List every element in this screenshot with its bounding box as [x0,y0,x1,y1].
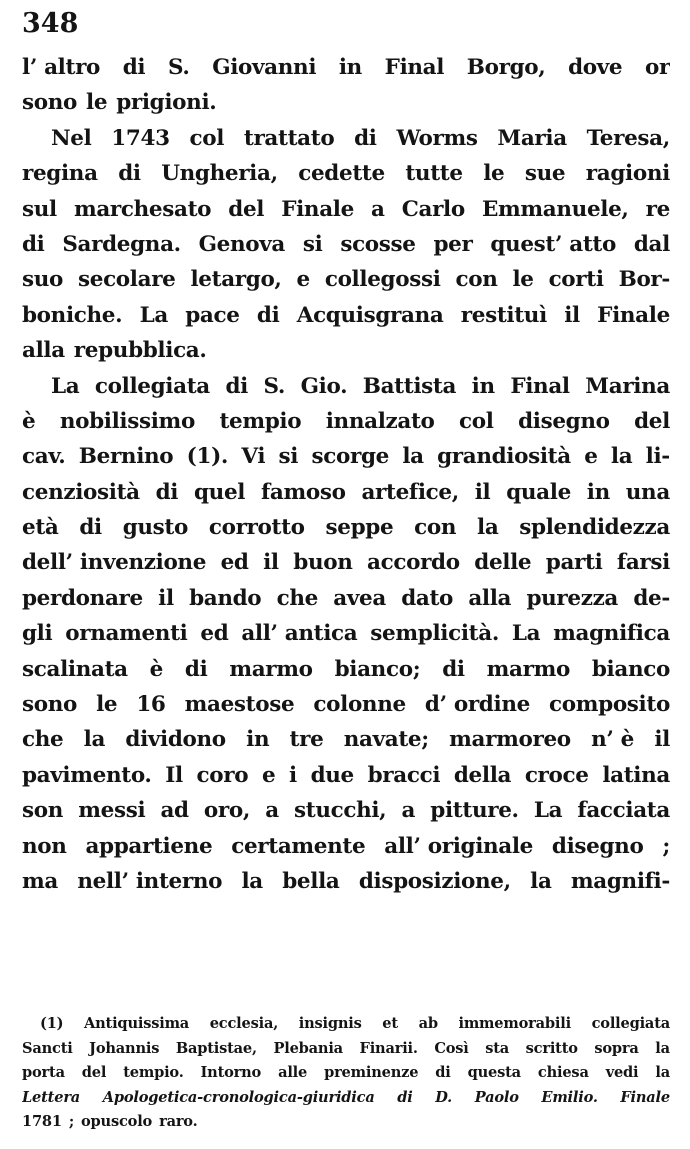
word: sono [22,90,78,116]
footnote-word: preminenze [324,1064,419,1082]
word: li- [645,444,670,470]
footnote-word: insignis [298,1015,362,1032]
word: re [645,196,670,222]
footnote-word: Intorno [200,1064,262,1082]
word: 1743 [111,125,170,151]
word: ragioni [585,161,670,187]
word: colonne [313,692,406,718]
word: bella [282,868,340,894]
word: l’ altro [22,55,101,80]
footnote-word: Finarii. [359,1039,418,1057]
text-line [22,262,670,297]
text-line [22,687,670,722]
word: S. [263,373,286,399]
word: secolare [77,267,176,293]
word: di [155,479,179,505]
text-line [22,475,670,510]
word: repubblica. [73,338,207,364]
footnote-line [22,1061,670,1086]
text-line [22,793,670,828]
text-line [22,192,670,227]
word: è [149,656,163,682]
word: a [371,196,385,222]
word: tutte [405,161,463,187]
word: farsi [616,550,670,576]
word: ma [22,868,58,894]
word: in [471,373,495,399]
word: facciata [577,798,670,824]
word: accordo [367,550,460,576]
footnote-word: del [81,1064,107,1082]
footnote-word: Johannis [89,1039,160,1057]
word: di [118,161,141,187]
word: pavimento. [22,762,152,788]
word: dell’ invenzione [22,550,207,576]
footnote-word: ecclesia, [209,1015,279,1032]
word: Il [165,762,183,788]
word: marmo [486,656,570,682]
text-line [22,652,670,687]
word: Sardegna. [62,231,181,257]
word: cedette [298,161,385,187]
word: gusto [122,515,188,541]
word: scorge [311,444,389,470]
footnote-line [22,1037,670,1062]
word: innalzato [325,408,435,434]
word: trattato [243,125,335,151]
footnote-word: chiesa [537,1064,589,1082]
word: splendidezza [519,515,670,541]
word: bracci [367,762,441,788]
word: il [654,727,670,753]
footnote-word: scritto [525,1039,578,1057]
footnote-word: opuscolo [81,1113,153,1131]
footnote-word: di [435,1064,451,1082]
word: due [310,762,354,788]
footnote-word: raro. [159,1113,198,1131]
word: Battista [362,373,457,399]
word: e [296,267,310,293]
word: di [256,302,280,328]
word: Carlo [401,196,465,222]
word: ad [160,798,189,824]
word: la [530,868,552,894]
word: marchesato [73,196,212,222]
word: si [302,231,323,257]
text-line [22,227,670,262]
word: scalinata [22,656,128,682]
footnote [22,1012,670,1135]
word: quel [194,479,246,505]
text-line [22,439,670,474]
word: prigioni. [116,90,217,116]
word: del [228,196,265,222]
footnote-word: di [397,1088,413,1106]
word: disegno [518,408,610,434]
footnote-word: (1) [40,1015,64,1032]
word: certamente [231,833,366,859]
word: in [338,55,362,80]
word: latina [602,762,670,788]
word: la [241,868,263,894]
word: corti [548,267,604,293]
word: maestose [184,692,295,718]
text-line [22,121,670,156]
word: il [263,550,279,576]
word: la [402,444,424,470]
word: tre [289,727,324,753]
word: avea [333,585,386,611]
footnote-word: D. [435,1088,453,1106]
footnote-word: Finale [620,1088,670,1106]
word: il [474,479,491,505]
word: col [189,125,225,151]
word: bando [189,585,262,611]
word: disegno [551,833,644,859]
word: semplicità. [370,621,499,647]
word: famoso [260,479,346,505]
word: Finale [281,196,354,222]
word: Marina [585,373,670,399]
word: in [586,479,610,505]
word: si [278,444,299,470]
word: tempio [219,408,302,434]
word: il [564,302,580,328]
word: di [354,125,377,151]
word: appartiene [85,833,213,859]
footnote-word: vedi [605,1064,639,1082]
word: e [261,762,276,788]
word: la [83,727,106,753]
page-number: 348 [22,8,79,39]
word: dato [401,585,454,611]
word: il [158,585,174,611]
footnote-word: Emilio. [541,1088,598,1106]
footnote-line [22,1012,670,1037]
word: or [644,55,670,80]
word: d’ ordine [424,692,530,718]
footnote-word: la [655,1064,670,1082]
word: quale [506,479,571,505]
text-line [22,864,670,899]
word: Emmanuele, [481,196,629,222]
footnote-word: alle [278,1064,308,1082]
word: marmo [229,656,313,682]
text-line [22,722,670,757]
word: parti [545,550,603,576]
text-line [22,156,670,191]
word: la [610,444,633,470]
word: S. [167,55,190,80]
word: cenziosità [22,479,140,505]
word: La [51,373,80,399]
footnote-word: questa [467,1064,521,1082]
word: gli [22,621,53,647]
word: ornamenti [65,621,188,647]
word: Giovanni [212,55,317,80]
footnote-word: Plebania [273,1039,343,1057]
word: magnifica [553,621,670,647]
word: di [79,515,102,541]
word: regina [22,161,98,187]
footnote-word: 1781 [22,1113,62,1131]
word: di [442,656,465,682]
word: con [414,515,457,541]
footnote-word: et [382,1015,398,1032]
footnote-word: sopra [594,1039,639,1057]
word: croce [524,762,589,788]
word: messi [78,798,146,824]
word: una [625,479,670,505]
word: Genova [198,231,286,257]
word: le [512,267,534,293]
word: della [453,762,512,788]
word: magnifi- [570,868,670,894]
footnote-word: collegiata [591,1015,670,1032]
word: cav. [22,444,66,470]
word: sul [22,196,57,222]
text-line [22,50,670,85]
word: Vi [241,444,266,470]
footnote-word: Lettera [22,1088,81,1106]
word: sue [524,161,566,187]
footnote-word: Baptistae, [175,1039,257,1057]
word: dove [568,55,623,80]
text-line [22,333,670,368]
text-line [22,510,670,545]
word: Gio. [300,373,348,399]
footnote-line [22,1086,670,1111]
text-line [22,85,670,120]
word: composito [549,692,670,718]
text-line [22,758,670,793]
word: Bor- [618,267,670,293]
word: Nel [51,125,92,151]
word: buon [293,550,353,576]
word: restituì [460,302,547,328]
text-line [22,545,670,580]
text-line [22,404,670,439]
word: nobilissimo [59,408,195,434]
word: di [122,55,146,80]
word: navate; [343,727,429,753]
word: di [225,373,248,399]
footnote-word: porta [22,1064,65,1082]
word: bianco [591,656,670,682]
word: le [483,161,505,187]
word: purezza [526,585,619,611]
word: a [265,798,279,824]
word: sono [22,692,78,718]
word: son [22,798,64,824]
text-line [22,298,670,333]
word: pitture. [430,798,519,824]
footnote-word: ab [418,1015,438,1032]
footnote-word: Così [434,1039,469,1057]
word: che [276,585,318,611]
word: coro [196,762,249,788]
text-line [22,369,670,404]
word: di [22,231,45,257]
word: collegiata [94,373,210,399]
word: Finale [597,302,670,328]
word: le [86,90,108,116]
word: (1). [186,444,229,470]
word: grandiosità [437,444,571,470]
word: ed [200,621,229,647]
word: i [289,762,297,788]
word: boniche. [22,302,123,328]
word: che [22,727,64,753]
word: la [477,515,499,541]
word: Bernino [78,444,174,470]
word: ; [662,833,670,859]
footnote-line [22,1110,670,1135]
word: col [459,408,494,434]
word: all’ originale [384,833,534,859]
word: n’ è [591,727,635,753]
word: artefice, [361,479,459,505]
word: oro, [203,798,251,824]
word: a [401,798,416,824]
text-line [22,829,670,864]
word: e [584,444,598,470]
word: de- [633,585,670,611]
word: perdonare [22,585,143,611]
word: del [634,408,670,434]
word: marmoreo [449,727,571,753]
word: letargo, [190,267,282,293]
word: Borgo, [466,55,546,80]
word: Final [384,55,445,80]
word: Maria [497,125,567,151]
word: per [433,231,473,257]
word: Final [510,373,570,399]
word: all’ antica [241,621,358,647]
word: La [533,798,563,824]
word: Acquisgrana [296,302,444,328]
word: di [184,656,208,682]
footnote-word: Paolo [474,1088,519,1106]
word: nell’ interno [77,868,223,894]
word: con [455,267,498,293]
word: è [22,408,36,434]
word: 16 [136,692,166,718]
word: disposizione, [358,868,511,894]
word: La [511,621,541,647]
word: in [246,727,270,753]
word: alla [468,585,512,611]
word: bianco; [334,656,421,682]
word: non [22,833,67,859]
word: Teresa, [586,125,670,151]
word: collegossi [324,267,441,293]
word: età [22,515,59,541]
footnote-word: ; [68,1113,75,1131]
word: corrotto [208,515,305,541]
footnote-word: immemorabili [458,1015,571,1032]
word: quest’ atto [490,231,616,257]
word: Ungheria, [161,161,278,187]
text-line [22,581,670,616]
word: dal [633,231,670,257]
word: alla [22,338,65,364]
footnote-word: Sancti [22,1039,73,1057]
word: La [139,302,168,328]
word: le [96,692,118,718]
word: ed [220,550,249,576]
footnote-word: Antiquissima [84,1015,190,1032]
word: scosse [340,231,416,257]
footnote-word: tempio. [123,1064,184,1082]
footnote-word: la [655,1039,670,1057]
text-line [22,616,670,651]
word: Worms [396,125,478,151]
body-text [22,50,670,899]
word: seppe [325,515,394,541]
word: dividono [125,727,226,753]
word: suo [22,267,64,293]
footnote-word: Apologetica-cronologica-giuridica [102,1088,375,1106]
word: stucchi, [293,798,387,824]
word: delle [474,550,532,576]
word: pace [185,302,240,328]
footnote-word: sta [485,1039,510,1057]
